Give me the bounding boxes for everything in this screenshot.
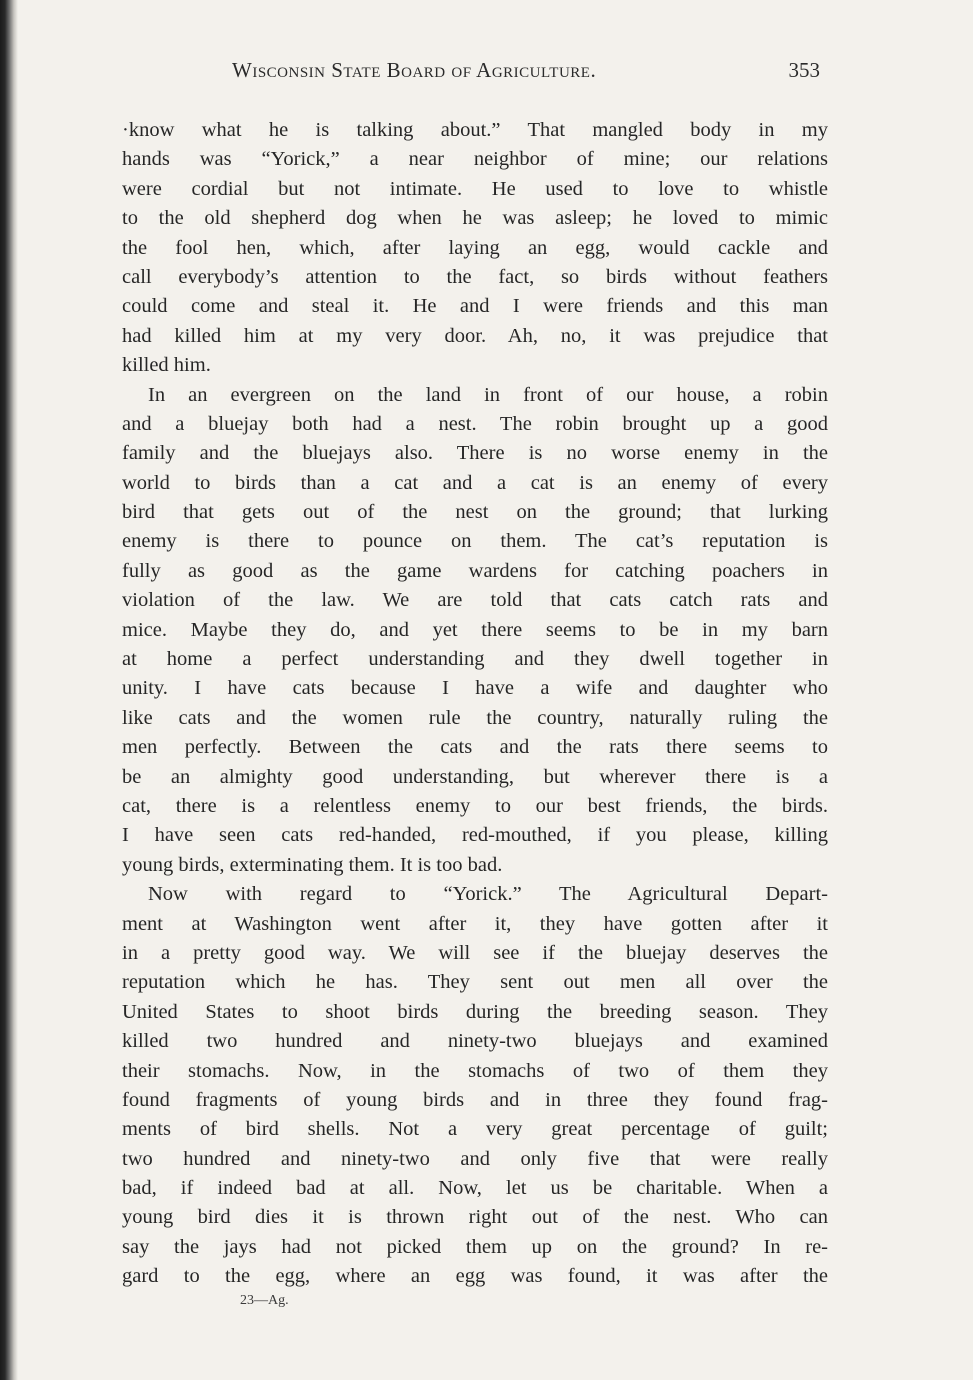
text-line: In an evergreen on the land in front of our house, a robin <box>148 383 828 406</box>
text-line: bad, if indeed bad at all. Now, let us be charitable. When a <box>122 1177 828 1200</box>
text-line: men perfectly. Between the cats and the rats there seems to <box>122 736 828 759</box>
text-line: the fool hen, which, after laying an egg, would cackle and <box>122 236 828 259</box>
text-line: could come and steal it. He and I were friends and this man <box>122 295 828 318</box>
signature-mark: 23—Ag. <box>240 1293 289 1308</box>
text-line: had killed him at my very door. Ah, no, it was prejudice that <box>122 324 828 347</box>
page-header <box>232 58 820 92</box>
text-line: Now with regard to “Yorick.” The Agricultural Depart- <box>148 883 828 906</box>
text-line: enemy is there to pounce on them. The cat’s reputation is <box>122 530 828 553</box>
body-text <box>122 116 828 1292</box>
text-line: say the jays had not picked them up on the ground? In re- <box>122 1235 828 1258</box>
text-line: gard to the egg, where an egg was found, it was after the <box>122 1265 828 1288</box>
text-line: hands was “Yorick,” a near neighbor of mine; our relations <box>122 148 828 171</box>
paragraph <box>122 381 828 881</box>
text-line: two hundred and ninety-two and only five that were really <box>122 1147 828 1170</box>
text-line: were cordial but not intimate. He used to love to whistle <box>122 177 828 200</box>
text-line: young birds, exterminating them. It is too bad. <box>122 853 503 876</box>
text-line: world to birds than a cat and a cat is an enemy of every <box>122 471 828 494</box>
text-line: at home a perfect understanding and they dwell together in <box>122 648 828 671</box>
text-line: killed two hundred and ninety-two bluejays and examined <box>122 1030 828 1053</box>
text-line: their stomachs. Now, in the stomachs of two of them they <box>122 1059 828 1082</box>
paragraph <box>122 880 828 1291</box>
text-line: ment at Washington went after it, they have gotten after it <box>122 912 828 935</box>
running-title: Wisconsin State Board of Agriculture. <box>232 58 597 82</box>
binding-gutter <box>0 0 18 1380</box>
text-line: mice. Maybe they do, and yet there seems to be in my barn <box>122 618 828 641</box>
text-line: and a bluejay both had a nest. The robin brought up a good <box>122 412 828 435</box>
text-line: fully as good as the game wardens for catching poachers in <box>122 559 828 582</box>
text-line: to the old shepherd dog when he was asleep; he loved to mimic <box>122 207 828 230</box>
text-line: unity. I have cats because I have a wife and daughter who <box>122 677 828 700</box>
text-line: be an almighty good understanding, but wherever there is a <box>122 765 828 788</box>
text-line: family and the bluejays also. There is no worse enemy in the <box>122 442 828 465</box>
text-line: United States to shoot birds during the breeding season. They <box>122 1000 828 1023</box>
text-line: reputation which he has. They sent out men all over the <box>122 971 828 994</box>
text-line: cat, there is a relentless enemy to our best friends, the birds. <box>122 794 828 817</box>
page-number: 353 <box>788 58 820 82</box>
text-line: found fragments of young birds and in three they found frag- <box>122 1088 828 1111</box>
paragraph <box>122 116 828 381</box>
text-line: ·know what he is talking about.” That mangled body in my <box>122 119 828 141</box>
text-line: killed him. <box>122 354 211 377</box>
text-line: bird that gets out of the nest on the ground; that lurking <box>122 501 828 524</box>
text-line: call everybody’s attention to the fact, so birds without feathers <box>122 265 828 288</box>
text-line: young bird dies it is thrown right out of the nest. Who can <box>122 1206 828 1229</box>
text-line: violation of the law. We are told that cats catch rats and <box>122 589 828 612</box>
text-line: in a pretty good way. We will see if the bluejay deserves the <box>122 941 828 964</box>
text-line: ments of bird shells. Not a very great percentage of guilt; <box>122 1118 828 1141</box>
text-line: like cats and the women rule the country, naturally ruling the <box>122 706 828 729</box>
text-line: I have seen cats red-handed, red-mouthed, if you please, killing <box>122 824 828 847</box>
